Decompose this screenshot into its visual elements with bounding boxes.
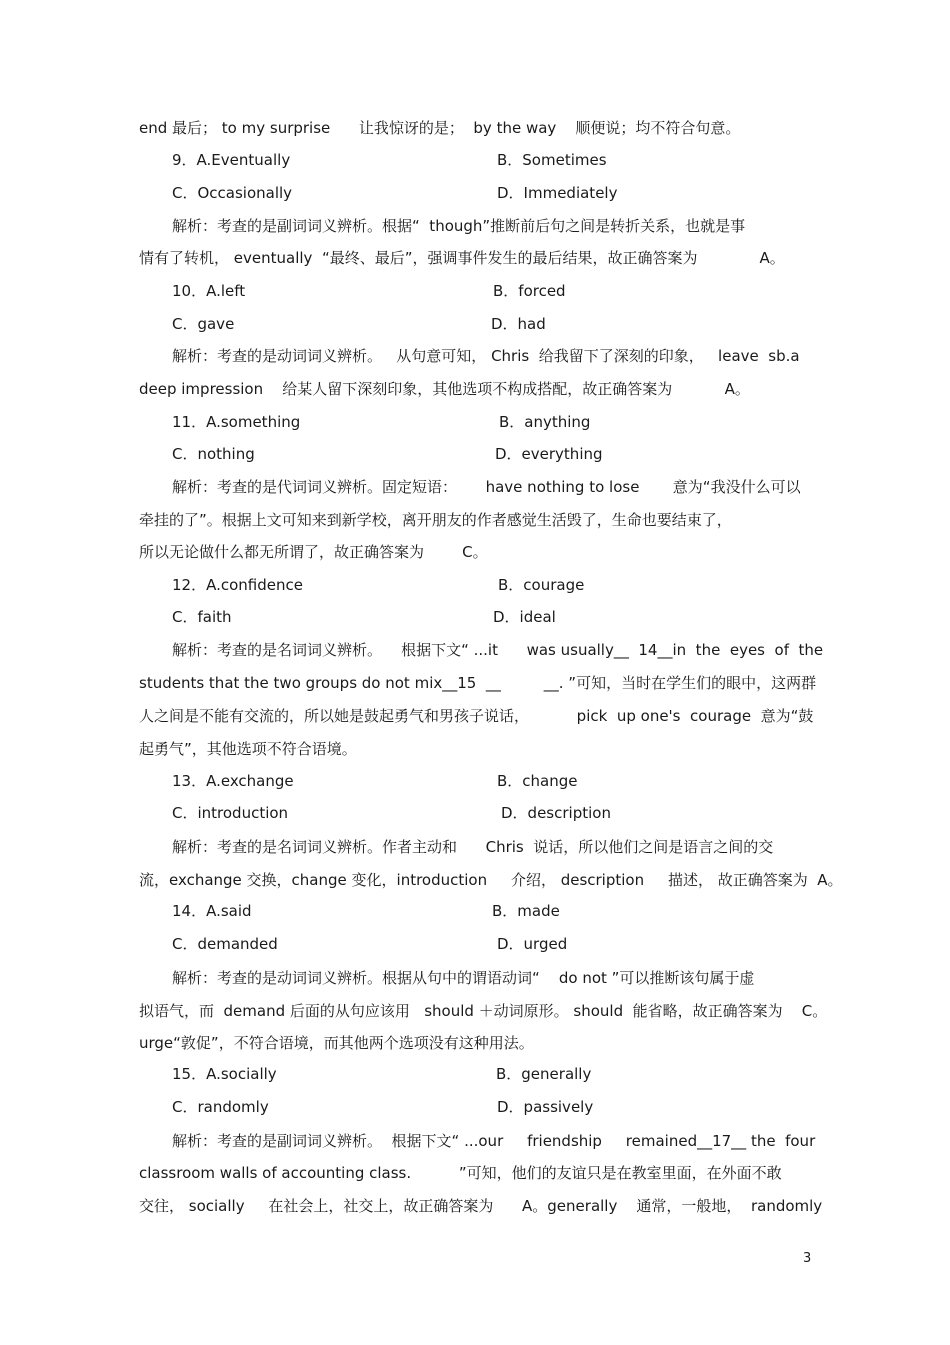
option-a-c: 9．A.Eventually xyxy=(172,151,291,169)
analysis-line: 解析：考查的是动词词义辨析。 从句意可知， Chris 给我留下了深刻的印象， leave sb.a xyxy=(172,347,800,365)
option-b-d: B．Sometimes xyxy=(497,151,607,169)
analysis-line: 解析：考查的是名词词义辨析。作者主动和 Chris 说话，所以他们之间是语言之间的交 xyxy=(172,838,774,856)
analysis-line: 解析：考查的是动词词义辨析。根据从句中的谓语动词“ do not ”可以推断该句属于虚 xyxy=(172,969,755,987)
option-a-c: 10．A.left xyxy=(172,282,246,300)
text-line: 拟语气，而 demand 后面的从句应该用 should ＋动词原形。 should 能省略，故正确答案为 C。 xyxy=(139,1002,828,1020)
text-line: end 最后； to my surprise 让我惊讶的是； by the way 顺便说；均不符合句意。 xyxy=(139,119,741,137)
analysis-line: 解析：考查的是副词词义辨析。 根据下文“ ...our friendship remained__17__ the four xyxy=(172,1132,816,1150)
option-b-d: B．anything xyxy=(499,413,591,431)
option-a-c: C．randomly xyxy=(172,1098,269,1116)
option-b-d: D．passively xyxy=(497,1098,594,1116)
text-line: 人之间是不能有交流的，所以她是鼓起勇气和男孩子说话， pick up one's courage 意为“鼓 xyxy=(139,707,814,725)
option-a-c: C．introduction xyxy=(172,804,289,822)
option-b-d: B．made xyxy=(492,902,560,920)
option-b-d: D．urged xyxy=(497,935,568,953)
analysis-line: 解析：考查的是副词词义辨析。根据“ though”推断前后句之间是转折关系，也就是事 xyxy=(172,217,746,235)
option-b-d: D．everything xyxy=(495,445,603,463)
option-a-c: 14．A.said xyxy=(172,902,252,920)
option-a-c: 11．A.something xyxy=(172,413,301,431)
option-b-d: D．had xyxy=(491,315,546,333)
analysis-line: 解析：考查的是名词词义辨析。 根据下文“ ...it was usually__ 14__in the eyes of the xyxy=(172,641,824,659)
option-a-c: C．faith xyxy=(172,608,232,626)
page-number: 3 xyxy=(803,1251,812,1266)
option-a-c: 12．A.confidence xyxy=(172,576,303,594)
option-b-d: D．ideal xyxy=(493,608,556,626)
option-b-d: B．courage xyxy=(498,576,585,594)
text-line: deep impression 给某人留下深刻印象，其他选项不构成搭配，故正确答案为 A。 xyxy=(139,380,750,398)
option-b-d: D．description xyxy=(501,804,611,822)
option-a-c: C．demanded xyxy=(172,935,278,953)
text-line: 牵挂的了”。根据上文可知来到新学校，离开朋友的作者感觉生活毁了，生命也要结束了， xyxy=(139,511,732,529)
text-line: 所以无论做什么都无所谓了，故正确答案为 C。 xyxy=(139,543,488,561)
text-line: 起勇气”，其他选项不符合语境。 xyxy=(139,740,357,758)
text-line: 情有了转机， eventually “最终、最后”，强调事件发生的最后结果，故正确答案为 A。 xyxy=(139,249,785,267)
text-line: students that the two groups do not mix__15 __ __. ”可知，当时在学生们的眼中，这两群 xyxy=(139,674,817,692)
option-a-c: 13．A.exchange xyxy=(172,772,294,790)
option-a-c: C．Occasionally xyxy=(172,184,293,202)
text-line: 交往， socially 在社会上，社交上，故正确答案为 A。generally 通常，一般地， randomly xyxy=(139,1197,823,1215)
option-b-d: B．forced xyxy=(493,282,566,300)
analysis-line: 解析：考查的是代词词义辨析。固定短语： have nothing to lose 意为“我没什么可以 xyxy=(172,478,801,496)
text-line: classroom walls of accounting class. ”可知，他们的友谊只是在教室里面，在外面不敢 xyxy=(139,1164,782,1182)
text-line: urge“敦促”，不符合语境，而其他两个选项没有这种用法。 xyxy=(139,1034,534,1052)
option-a-c: 15．A.socially xyxy=(172,1065,277,1083)
option-a-c: C．gave xyxy=(172,315,235,333)
option-a-c: C．nothing xyxy=(172,445,255,463)
text-line: 流，exchange 交换，change 变化，introduction 介绍， description 描述， 故正确答案为 A。 xyxy=(139,871,843,889)
option-b-d: B．generally xyxy=(496,1065,592,1083)
option-b-d: D．Immediately xyxy=(497,184,618,202)
option-b-d: B．change xyxy=(497,772,578,790)
